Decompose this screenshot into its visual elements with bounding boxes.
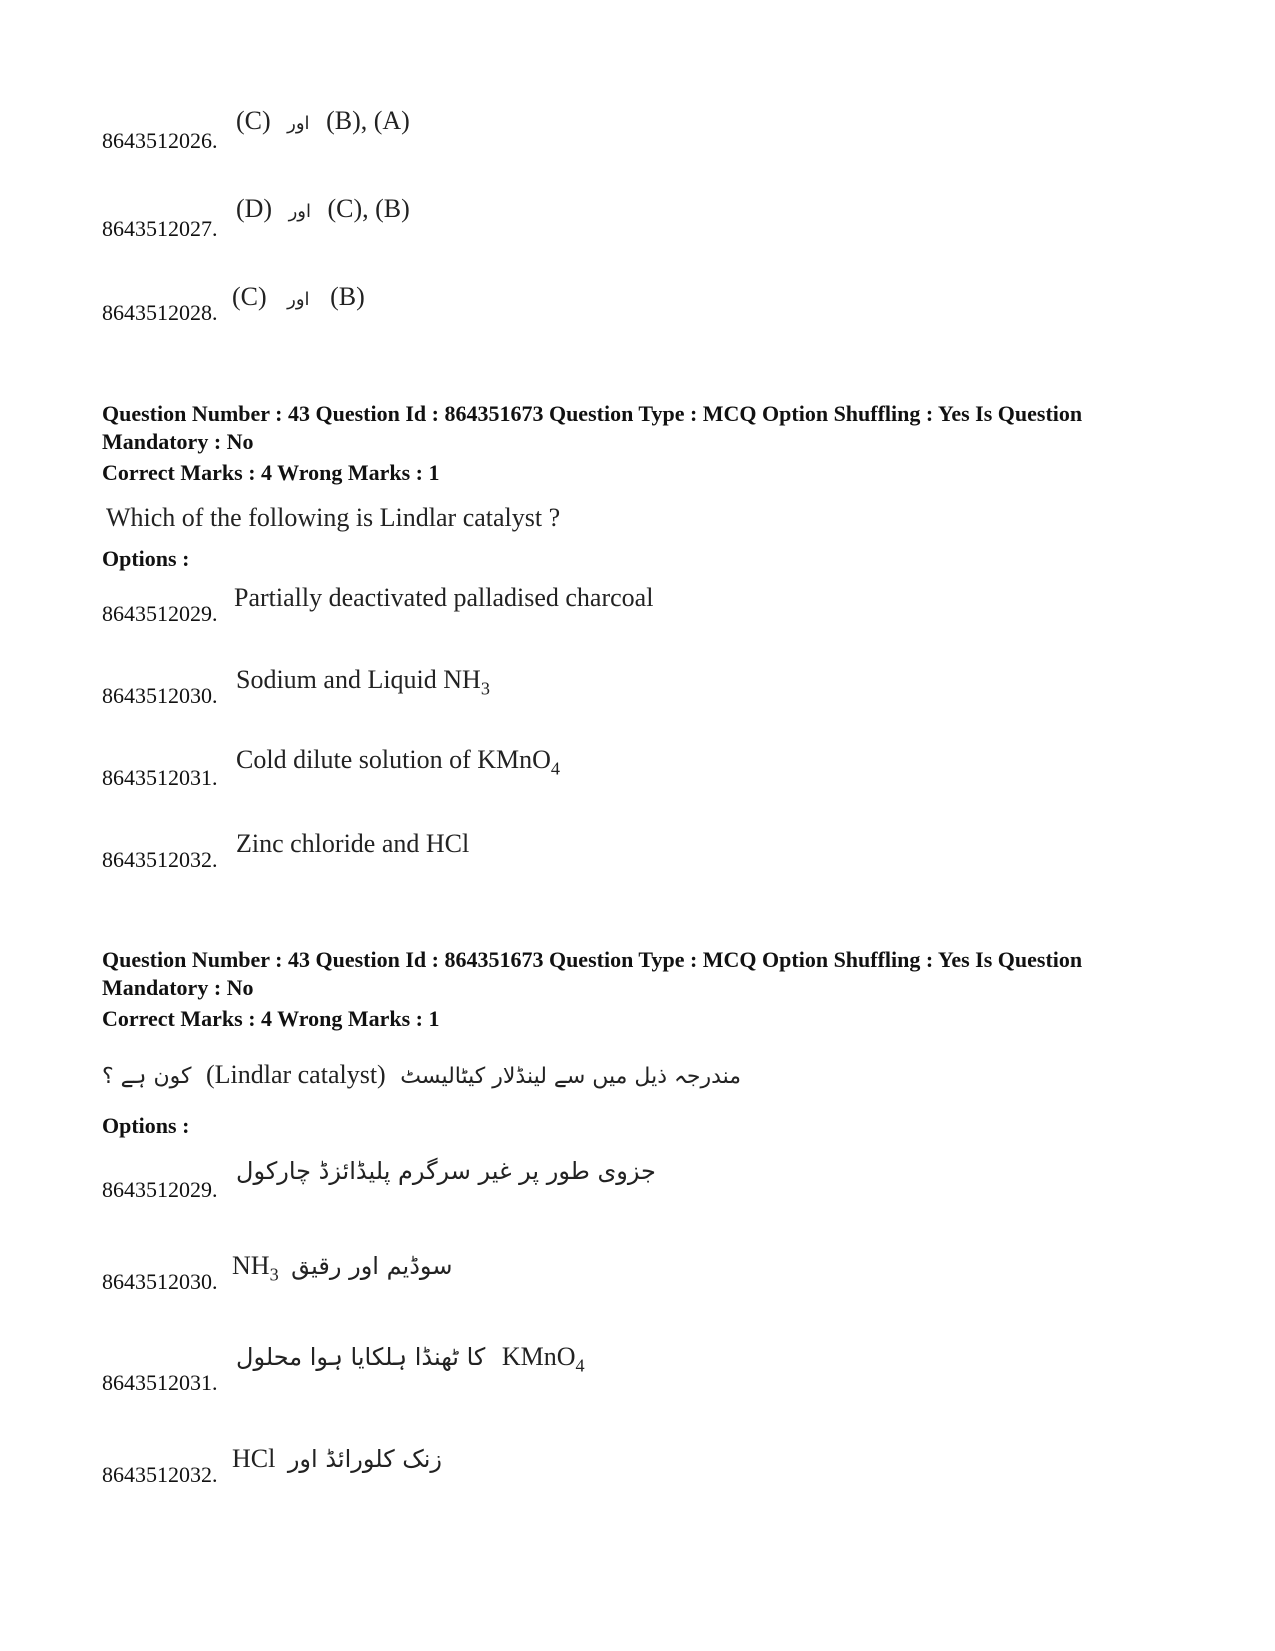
question-meta: Question Number : 43 Question Id : 864351673 Question Type : MCQ Option Shuffling : Yes Is Question Mandatory : No [102,947,1083,1000]
question-stem: کون ہے ؟ (Lindlar catalyst) مندرجہ ذیل میں سے لینڈلار کیٹالیسٹ [102,1060,742,1089]
option-text: HCl زنک کلورائڈ اور [232,1444,443,1473]
question-stem: Which of the following is Lindlar catalyst ? [106,503,561,532]
option-text: جزوی طور پر غیر سرگرم پلیڈائزڈ چارکول [236,1157,656,1185]
option-text: $NH_3$ سوڈیم اور رقیق [232,1251,453,1285]
option-id: 8643512026. [102,128,218,153]
question-meta: Question Number : 43 Question Id : 864351673 Question Type : MCQ Option Shuffling : Yes Is Question Mandatory : No [102,401,1083,454]
option-text: Partially deactivated palladised charcoal [234,583,654,612]
option-id: 8643512030. [102,683,218,708]
option-id: 8643512029. [102,1177,218,1202]
option-text: (D) اور (C), (B) [236,194,410,223]
question-marks: Correct Marks : 4 Wrong Marks : 1 [102,1006,440,1031]
option-id: 8643512028. [102,300,218,325]
option-text: (C) اور (B), (A) [236,106,410,135]
option-text: Cold dilute solution of KMnO$_4$ [236,745,560,779]
option-id: 8643512032. [102,1462,218,1487]
option-id: 8643512029. [102,601,218,626]
option-id: 8643512031. [102,765,218,790]
option-text: (C) اور (B) [232,282,365,311]
option-text: Sodium and Liquid $NH_3$ [236,665,490,699]
option-id: 8643512032. [102,847,218,872]
options-label: Options : [102,1113,190,1138]
option-id: 8643512030. [102,1269,218,1294]
options-label: Options : [102,546,190,571]
option-id: 8643512027. [102,216,218,241]
question-marks: Correct Marks : 4 Wrong Marks : 1 [102,460,440,485]
option-text: کا ٹھنڈا ہلکایا ہوا محلول KMnO$_4$ [236,1342,585,1376]
option-text: Zinc chloride and HCl [236,829,470,858]
option-id: 8643512031. [102,1370,218,1395]
